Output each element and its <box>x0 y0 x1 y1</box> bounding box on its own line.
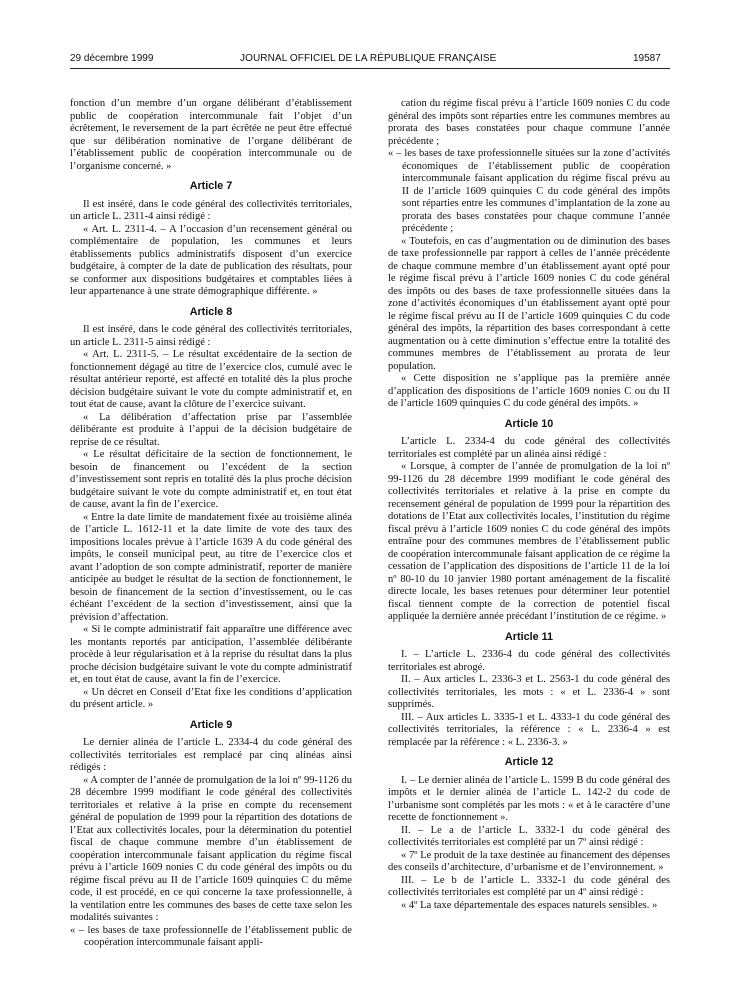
header-rule <box>70 68 670 69</box>
paragraph: fonction d’un membre d’un organe délibérant d’établissement public de coopération intercommunale fait l’objet d’un écrêtement, le reversement de la part écrêtée ne peut être effectué que sur délibération nominative de l’organe délibérant de l’établissement public de coopération intercommunale ou de l’organisme concerné. » <box>70 98 352 172</box>
left-column <box>70 98 352 950</box>
paragraph: II. – Aux articles L. 2336-3 et L. 2563-1 du code général des collectivités territoriales, les mots : « et L. 2336-4 » sont supprimés. <box>388 674 670 710</box>
paragraph: III. – Le b de l’article L. 3332-1 du code général des collectivités territoriales est complété par un 4º ainsi rédigé : <box>388 874 670 898</box>
paragraph: « Cette disposition ne s’applique pas la première année d’application des dispositions de l’article 1609 nonies C ou du II de l’article 1609 quinquies C du code général des impôts. » <box>388 373 670 409</box>
article-10-heading: Article 10 <box>504 417 554 430</box>
paragraph: « 7º Le produit de la taxe destinée au financement des dépenses des conseils d’architecture, d’urbanisme et de l’environnement. » <box>388 849 670 873</box>
list-item: « – les bases de taxe professionnelle de l’établissement public de coopération intercommunale faisant appli- <box>70 924 352 948</box>
list-item: « – les bases de taxe professionnelle situées sur la zone d’activités économiques de l’établissement public de coopération intercommunale faisant application du régime fiscal prévu au II de l’article 1609 quinquies C du code général des impôts sont réparties entre les communes d’implantation de la zone au prorata des bases constatées pour chaque commune l’année précédente ; <box>388 148 670 234</box>
paragraph: « 4º La taxe départementale des espaces naturels sensibles. » <box>401 899 658 911</box>
paragraph: « Lorsque, à compter de l’année de promulgation de la loi nº 99-1126 du 28 décembre 1999 modifiant le code général des collectivités territoriales et relative à la prise en compte du recensement général de population de 1999 pour la répartition des dotations de l’Etat aux collectivités locales, l’institution du régime fiscal prévu à l’article 1609 nonies C du code général des impôts entraîne pour des communes membres de l’établissement public de coopération intercommunale faisant application de ce régime la cessation de l’application des dispositions de l’article 11 de la loi nº 80-10 du 10 janvier 1980 portant aménagement de la fiscalité directe locale, les bases retenues pour déterminer leur potentiel fiscal tiennent compte de la correction de potentiel fiscal appliquée la dernière année précédant l’institution de ce régime. » <box>388 461 670 622</box>
article-9-heading: Article 9 <box>189 718 233 731</box>
paragraph: « La délibération d’affectation prise par l’assemblée délibérante est produite à l’appui de la décision budgétaire de reprise de ce résultat. <box>70 411 352 448</box>
paragraph: Il est inséré, dans le code général des collectivités territoriales, un article L. 2311-5 ainsi rédigé : <box>70 324 352 348</box>
paragraph: Il est inséré, dans le code général des collectivités territoriales, un article L. 2311-4 ainsi rédigé : <box>70 198 352 222</box>
paragraph: cation du régime fiscal prévu à l’article 1609 nonies C du code général des impôts sont réparties entre les communes membres au prorata des bases constatées pour chaque commune l’année précédente ; <box>388 98 670 147</box>
paragraph: « Art. L. 2311-4. – A l’occasion d’un recensement général ou complémentaire de population, les communes et leurs établissements publics administratifs disposent d’un exercice budgétaire, à compter de la date de publication des résultats, pour se conformer aux dispositions budgétaires et comptables liées à leur appartenance à une strate démographique différente. » <box>70 223 352 297</box>
right-column <box>388 98 670 912</box>
paragraph: « Si le compte administratif fait apparaître une différence avec les montants reportés par anticipation, l’assemblée délibérante procède à leur régularisation et à la reprise du résultat dans la plus proche décision budgétaire suivant le vote du compte administratif et, en tout état de cause, avant la fin de l’exercice. <box>70 624 352 685</box>
paragraph: « Le résultat déficitaire de la section de fonctionnement, le besoin de financement ou l’excédent de la section d’investissement sont repris en totalité dès la plus proche décision budgétaire suivant le vote du compte administratif et, en tout état de cause, avant la fin de l’exercice. <box>70 449 352 510</box>
paragraph: L’article L. 2334-4 du code général des collectivités territoriales est complété par un alinéa ainsi rédigé : <box>388 436 670 460</box>
paragraph: II. – Le a de l’article L. 3332-1 du code général des collectivités territoriales est complété par un 7º ainsi rédigé : <box>388 824 670 848</box>
article-11-heading: Article 11 <box>504 630 554 643</box>
header-date: 29 décembre 1999 <box>70 53 154 64</box>
header-page-number: 19587 <box>633 53 661 64</box>
paragraph: I. – Le dernier alinéa de l’article L. 1599 B du code général des impôts et le dernier alinéa de l’article L. 142-2 du code de l’urbanisme sont complétés par les mots : « et à le caractère d’une recette de fonctionnement ». <box>388 774 670 823</box>
header-title: JOURNAL OFFICIEL DE LA RÉPUBLIQUE FRANÇAISE <box>240 53 497 64</box>
paragraph: « Entre la date limite de mandatement fixée au troisième alinéa de l’article L. 1612-11 et la date limite de vote des taux des impositions locales prévue à l’article 1639 A du code général des impôts, le conseil municipal peut, au titre de l’exercice clos et avant l’adoption de son compte administratif, reporter de manière anticipée au budget le résultat de la section de fonctionnement, le besoin de financement de la section d’investissement, ou le cas échéant l’excédent de la section d’investissement, ainsi que la prévision d’affectation. <box>70 511 352 623</box>
paragraph: « A compter de l’année de promulgation de la loi nº 99-1126 du 28 décembre 1999 modifiant le code général des collectivités territoriales et relative à la prise en compte du recensement général de population de 1999 pour la répartition des dotations de l’Etat aux collectivités locales, pour la détermination du potentiel fiscal de chaque commune membre d’un établissement de coopération intercommunale faisant application du régime fiscal prévu à l’article 1609 nonies C du code général des impôts ou du régime fiscal prévu au II de l’article 1609 quinquies C du même code, il est procédé, en ce qui concerne la taxe professionnelle, à la ventilation entre les communes des bases de cette taxe selon les modalités suivantes : <box>70 774 352 923</box>
article-7-heading: Article 7 <box>189 180 233 192</box>
paragraph: « Toutefois, en cas d’augmentation ou de diminution des bases de taxe professionnelle par rapport à celles de l’année précédente de chaque commune membre d’un établissement ayant opté pour le régime fiscal prévu à l’article 1609 nonies C du code général des impôts ou des bases de taxe professionnelle situées dans la zone d’activités économiques d’un établissement ayant opté pour le régime fiscal prévu au II de l’article 1609 quinquies C du code général des impôts, la répartition des bases correspondant à cette augmentation ou à cette diminution s’effectue entre la totalité des communes membres de l’établissement au prorata de leur population. <box>388 235 670 372</box>
paragraph: I. – L’article L. 2336-4 du code général des collectivités territoriales est abrogé. <box>388 649 670 673</box>
paragraph: « Art. L. 2311-5. – Le résultat excédentaire de la section de fonctionnement dégagé au titre de l’exercice clos, cumulé avec le résultat antérieur reporté, est affecté en totalité dès la plus proche décision budgétaire suivant le vote du compte administratif et, en tout état de cause, avant la clôture de l’exercice suivant. <box>70 349 352 410</box>
article-8-heading: Article 8 <box>189 305 233 318</box>
article-12-heading: Article 12 <box>504 756 554 768</box>
paragraph: III. – Aux articles L. 3335-1 et L. 4333-1 du code général des collectivités territoriales, la référence : « L. 2336-4 » est remplacée par la référence : « L. 2336-3. » <box>388 711 670 748</box>
paragraph: Le dernier alinéa de l’article L. 2334-4 du code général des collectivités territoriales est remplacé par cinq alinéas ainsi rédigés : <box>70 737 352 773</box>
paragraph: « Un décret en Conseil d’Etat fixe les conditions d’application du présent article. » <box>70 686 352 710</box>
